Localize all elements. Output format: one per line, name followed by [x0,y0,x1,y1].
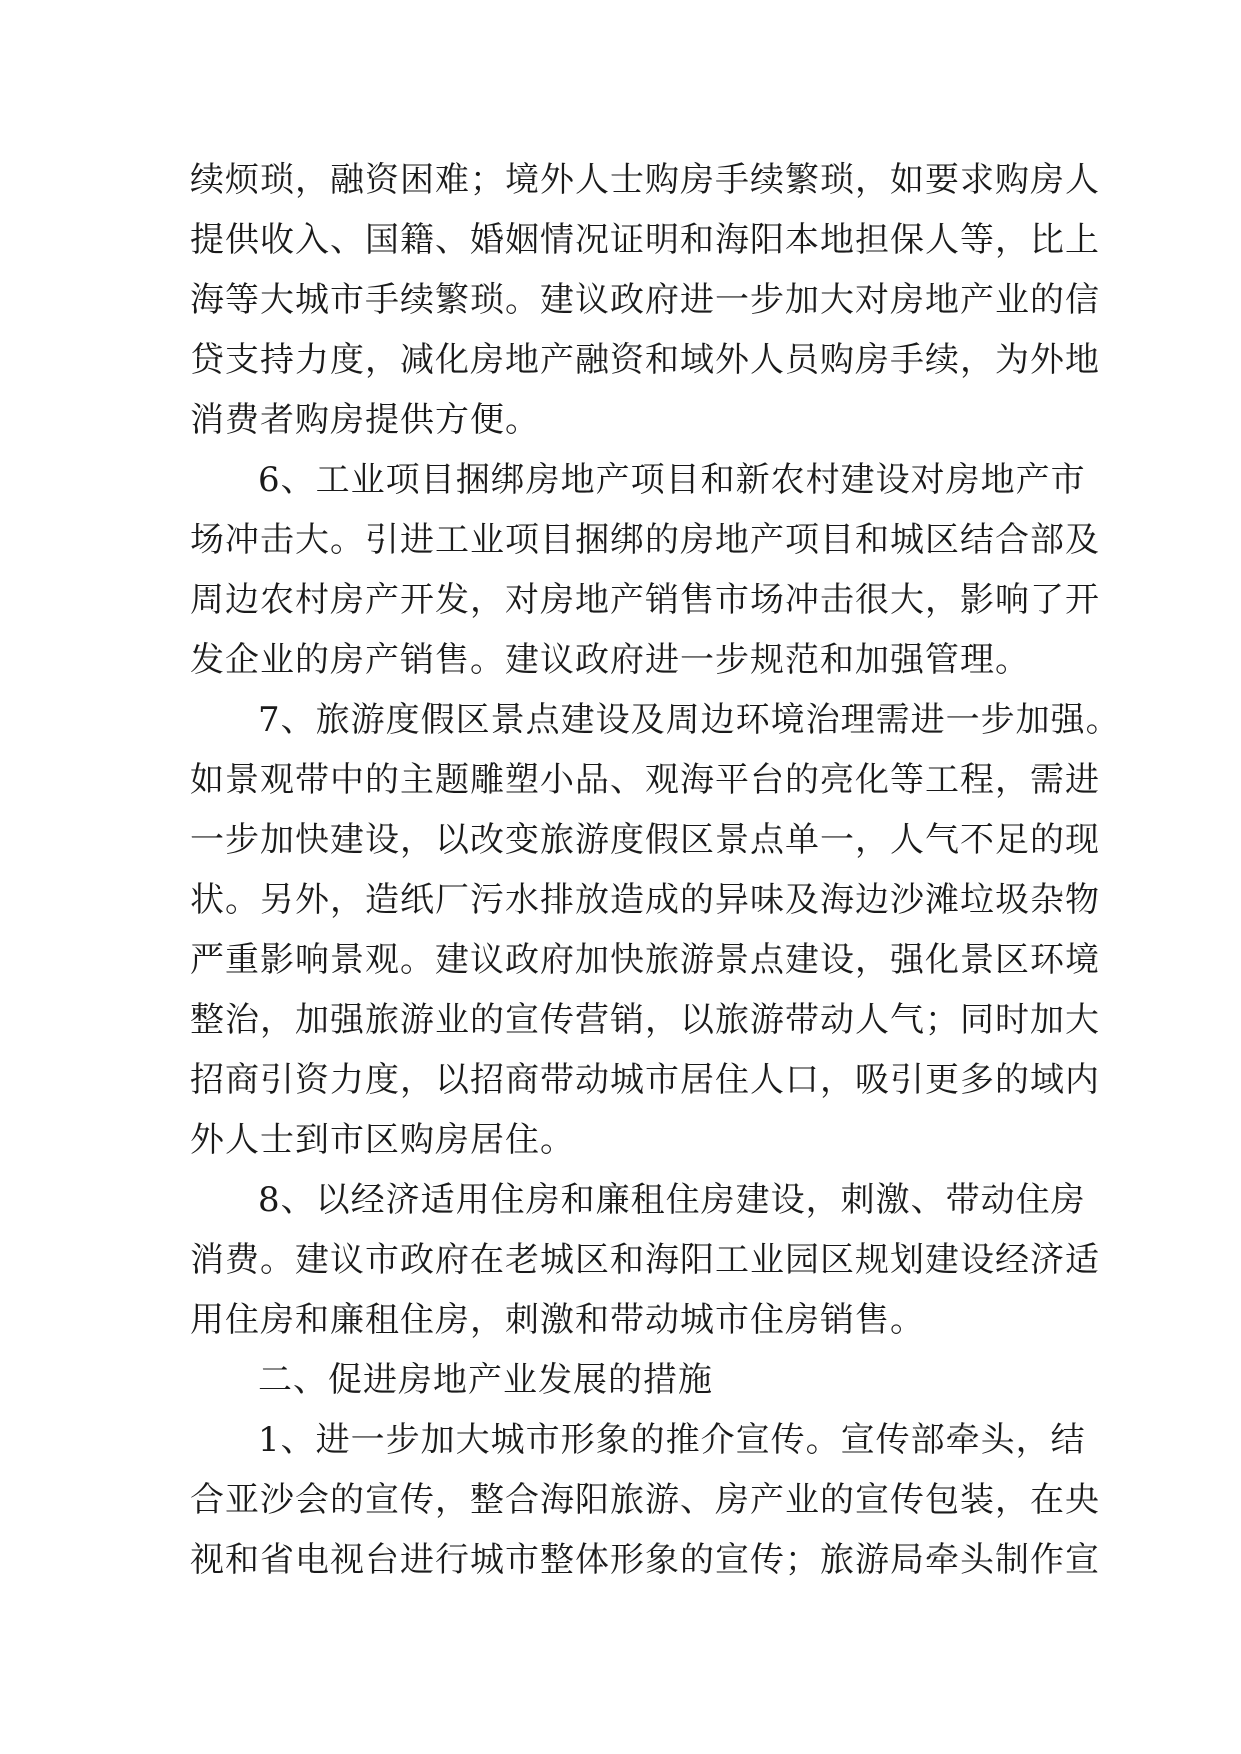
text-line: 用住房和廉租住房，刺激和带动城市住房销售。 [190,1300,925,1340]
text-line: 严重影响景观。建议政府加快旅游景点建设，强化景区环境 [190,940,1100,980]
text-line: 场冲击大。引进工业项目捆绑的房地产项目和城区结合部及 [190,520,1100,560]
text-line: 提供收入、国籍、婚姻情况证明和海阳本地担保人等，比上 [190,220,1100,260]
paragraph-heading-6: 6、工业项目捆绑房地产项目和新农村建设对房地产市 [258,460,1086,500]
text-line: 续烦琐，融资困难；境外人士购房手续繁琐，如要求购房人 [190,160,1100,200]
paragraph-heading-7: 7、旅游度假区景点建设及周边环境治理需进一步加强。 [258,700,1121,740]
text-line: 外人士到市区购房居住。 [190,1120,575,1160]
text-line: 海等大城市手续繁琐。建议政府进一步加大对房地产业的信 [190,280,1100,320]
text-line: 贷支持力度，减化房地产融资和域外人员购房手续，为外地 [190,340,1100,380]
paragraph-heading-1: 1、进一步加大城市形象的推介宣传。宣传部牵头，结 [258,1420,1086,1460]
text-line: 合亚沙会的宣传，整合海阳旅游、房产业的宣传包装，在央 [190,1480,1100,1520]
section-heading: 二、促进房地产业发展的措施 [258,1360,713,1400]
text-line: 状。另外，造纸厂污水排放造成的异味及海边沙滩垃圾杂物 [190,880,1100,920]
text-line: 如景观带中的主题雕塑小品、观海平台的亮化等工程，需进 [190,760,1100,800]
paragraph-heading-8: 8、以经济适用住房和廉租住房建设，刺激、带动住房 [258,1180,1086,1220]
text-line: 招商引资力度，以招商带动城市居住人口，吸引更多的域内 [190,1060,1100,1100]
document-body [190,150,1121,1590]
text-line: 一步加快建设，以改变旅游度假区景点单一，人气不足的现 [190,820,1100,860]
text-line: 周边农村房产开发，对房地产销售市场冲击很大，影响了开 [190,580,1100,620]
text-line: 消费者购房提供方便。 [190,400,540,440]
text-line: 消费。建议市政府在老城区和海阳工业园区规划建设经济适 [190,1240,1100,1280]
text-line: 整治，加强旅游业的宣传营销，以旅游带动人气；同时加大 [190,1000,1100,1040]
text-line: 视和省电视台进行城市整体形象的宣传；旅游局牵头制作宣 [190,1540,1100,1580]
text-line: 发企业的房产销售。建议政府进一步规范和加强管理。 [190,640,1030,680]
